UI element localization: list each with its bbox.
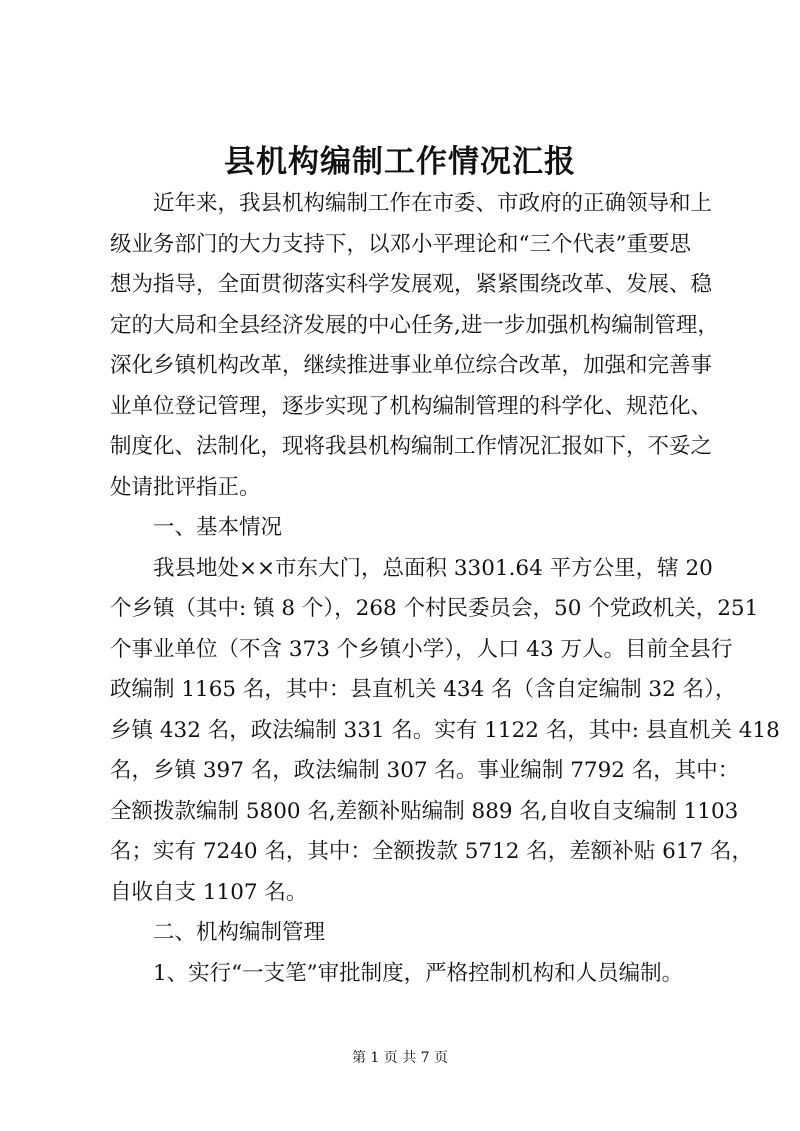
paragraph-line: 个事业单位（不含 373 个乡镇小学），人口 43 万人。目前全县行 [110,636,733,662]
paragraph-line: 自收自支 1107 名。 [110,879,308,905]
paragraph-line: 名；实有 7240 名，其中：全额拨款 5712 名，差额补贴 617 名， [110,839,753,864]
paragraph-line: 级业务部门的大力支持下，以邓小平理论和“三个代表”重要思 [110,231,691,257]
paragraph-line: 我县地处××市东大门，总面积 3301.64 平方公里，辖 20 [110,555,713,581]
paragraph-line: 近年来，我县机构编制工作在市委、市政府的正确领导和上 [110,191,713,216]
paragraph-line: 想为指导，全面贯彻落实科学发展观，紧紧围绕改革、发展、稳 [110,272,713,297]
paragraph-line: 全额拨款编制 5800 名,差额补贴编制 889 名,自收自支编制 1103 [110,798,739,824]
paragraph-line: 政编制 1165 名，其中：县直机关 434 名（含自定编制 32 名）， [110,677,737,702]
paragraph-line: 定的大局和全县经济发展的中心任务,进一步加强机构编制管理， [110,312,719,338]
paragraph-line: 深化乡镇机构改革，继续推进事业单位综合改革，加强和完善事 [110,353,713,378]
paragraph-line: 乡镇 432 名，政法编制 331 名。实有 1122 名，其中: 县直机关 418 [110,717,780,743]
paragraph-line: 个乡镇（其中: 镇 8 个），268 个村民委员会，50 个党政机关，251 [110,596,759,621]
section-heading: 一、基本情况 [110,515,283,540]
section-heading: 二、机构编制管理 [110,920,326,945]
paragraph-line: 名，乡镇 397 名，政法编制 307 名。事业编制 7792 名，其中： [110,758,740,783]
paragraph-line: 处请批评指正。 [110,474,261,500]
document-title: 县机构编制工作情况汇报 [224,144,576,180]
subsection-heading: 1、实行“一支笔”审批制度，严格控制机构和人员编制。 [110,960,684,986]
page-indicator: 第 1 页 共 7 页 [351,1050,449,1066]
paragraph-line: 制度化、法制化，现将我县机构编制工作情况汇报如下，不妥之 [110,434,713,459]
document-body [110,184,780,994]
paragraph-line: 业单位登记管理，逐步实现了机构编制管理的科学化、规范化、 [110,393,713,419]
